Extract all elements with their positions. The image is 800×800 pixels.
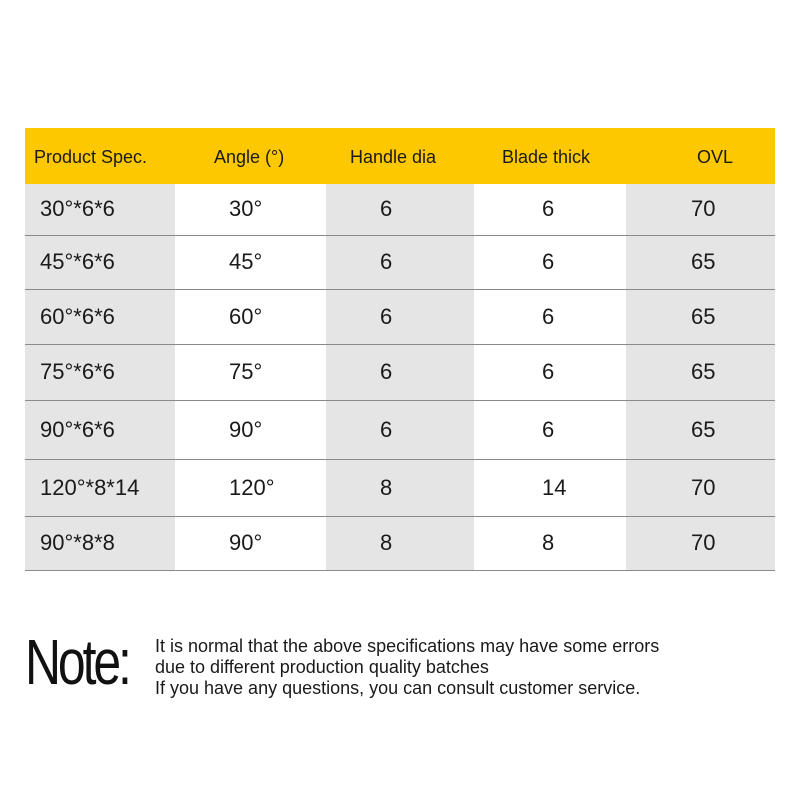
cell-angle: 60° — [175, 289, 326, 344]
table-row — [25, 235, 775, 289]
cell-product-spec: 30°*6*6 — [25, 184, 175, 235]
cell-handle-dia: 8 — [326, 459, 474, 516]
spec-table-body — [25, 184, 775, 570]
note-section — [25, 628, 785, 708]
cell-blade-thick: 6 — [474, 344, 626, 400]
note-line: due to different production quality batches — [155, 657, 489, 677]
cell-product-spec: 60°*6*6 — [25, 289, 175, 344]
cell-ovl: 65 — [626, 235, 775, 289]
table-row — [25, 459, 775, 516]
cell-ovl: 70 — [626, 459, 775, 516]
cell-product-spec: 75°*6*6 — [25, 344, 175, 400]
cell-angle: 90° — [175, 516, 326, 570]
header-handle-dia — [326, 128, 474, 184]
header-label: Blade thick — [502, 146, 591, 167]
header-label: Product Spec. — [34, 146, 148, 167]
header-blade-thick — [474, 128, 626, 184]
header-label: Angle (°) — [214, 146, 285, 167]
cell-blade-thick: 6 — [474, 235, 626, 289]
header-ovl — [626, 128, 775, 184]
table-row — [25, 344, 775, 400]
table-row — [25, 400, 775, 459]
cell-handle-dia: 6 — [326, 344, 474, 400]
cell-ovl: 70 — [626, 516, 775, 570]
table-row — [25, 184, 775, 235]
note-text — [155, 636, 659, 699]
table-row — [25, 516, 775, 570]
cell-angle: 75° — [175, 344, 326, 400]
note-title: Note: — [25, 626, 129, 698]
cell-ovl: 65 — [626, 289, 775, 344]
header-product-spec — [25, 128, 175, 184]
spec-table-header — [25, 128, 775, 184]
cell-product-spec: 90°*8*8 — [25, 516, 175, 570]
note-line: If you have any questions, you can consult customer service. — [155, 678, 641, 698]
cell-blade-thick: 8 — [474, 516, 626, 570]
cell-ovl: 65 — [626, 400, 775, 459]
cell-product-spec: 90°*6*6 — [25, 400, 175, 459]
header-row — [25, 128, 775, 184]
cell-handle-dia: 6 — [326, 400, 474, 459]
spec-table — [25, 128, 775, 571]
header-label: OVL — [697, 146, 734, 167]
header-label: Handle dia — [350, 146, 437, 167]
cell-ovl: 70 — [626, 184, 775, 235]
cell-angle: 120° — [175, 459, 326, 516]
cell-blade-thick: 6 — [474, 289, 626, 344]
cell-ovl: 65 — [626, 344, 775, 400]
cell-blade-thick: 6 — [474, 400, 626, 459]
cell-angle: 90° — [175, 400, 326, 459]
cell-blade-thick: 14 — [474, 459, 626, 516]
cell-angle: 45° — [175, 235, 326, 289]
cell-handle-dia: 6 — [326, 184, 474, 235]
cell-handle-dia: 6 — [326, 289, 474, 344]
cell-blade-thick: 6 — [474, 184, 626, 235]
header-angle — [175, 128, 326, 184]
cell-angle: 30° — [175, 184, 326, 235]
note-line: It is normal that the above specifications may have some errors — [155, 636, 660, 656]
table-row — [25, 289, 775, 344]
cell-handle-dia: 8 — [326, 516, 474, 570]
cell-handle-dia: 6 — [326, 235, 474, 289]
cell-product-spec: 45°*6*6 — [25, 235, 175, 289]
cell-product-spec: 120°*8*14 — [25, 459, 175, 516]
